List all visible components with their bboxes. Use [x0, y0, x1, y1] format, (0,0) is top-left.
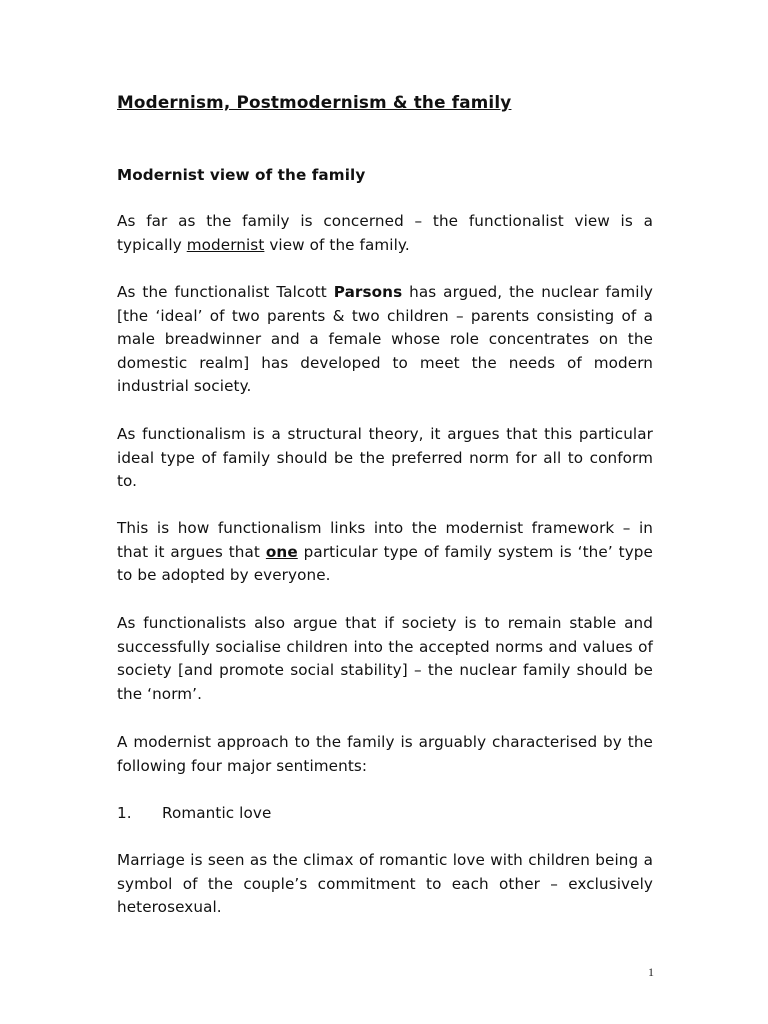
paragraph-4	[117, 517, 653, 588]
paragraph-2	[117, 281, 653, 399]
paragraph-2-text-end: has argued, the nuclear family [the ‘ideal’ of two parents & two children – parents consisting of a male breadwinner and a female whose role concentrates on the domestic realm] has developed to meet the needs of modern industrial society.	[117, 283, 653, 396]
paragraph-1-text-start: As far as the family is concerned – the functionalist view is a typically	[117, 212, 653, 254]
paragraph-4-text-end: particular type of family system is ‘the’ type to be adopted by everyone.	[117, 542, 653, 585]
document-title: Modernism, Postmodernism & the family	[117, 92, 512, 112]
paragraph-2-text-start: As the functionalist Talcott	[117, 283, 334, 301]
paragraph-5-text: As functionalists also argue that if society is to remain stable and successfully socialise children into the accepted norms and values of society [and promote social stability] – the nuclear family should be the ‘norm’.	[117, 614, 653, 703]
paragraph-6-text: A modernist approach to the family is arguably characterised by the following four major sentiments:	[117, 733, 653, 775]
section-heading: Modernist view of the family	[117, 166, 366, 184]
list-item-number: 1.	[117, 804, 132, 822]
paragraph-6	[117, 731, 653, 778]
paragraph-1-underlined-term: modernist	[186, 235, 265, 254]
paragraph-1	[117, 210, 653, 257]
list-item-label: Romantic love	[162, 804, 272, 822]
page-number: 1	[648, 965, 654, 979]
closing-paragraph	[117, 849, 653, 920]
paragraph-2-bold-name: Parsons	[333, 283, 403, 301]
paragraph-4-text-start: This is how functionalism links into the modernist framework – in that it argues that	[117, 519, 653, 561]
paragraph-5	[117, 612, 653, 706]
numbered-list-item	[117, 802, 653, 826]
paragraph-4-emphasised-word: one	[265, 542, 298, 561]
paragraph-3	[117, 423, 653, 494]
closing-paragraph-text: Marriage is seen as the climax of romantic love with children being a symbol of the couple’s commitment to each other – exclusively heterosexual.	[117, 851, 653, 917]
paragraph-1-text-end: view of the family.	[264, 235, 410, 254]
paragraph-3-text: As functionalism is a structural theory, it argues that this particular ideal type of family should be the preferred norm for all to conform to.	[117, 425, 653, 491]
